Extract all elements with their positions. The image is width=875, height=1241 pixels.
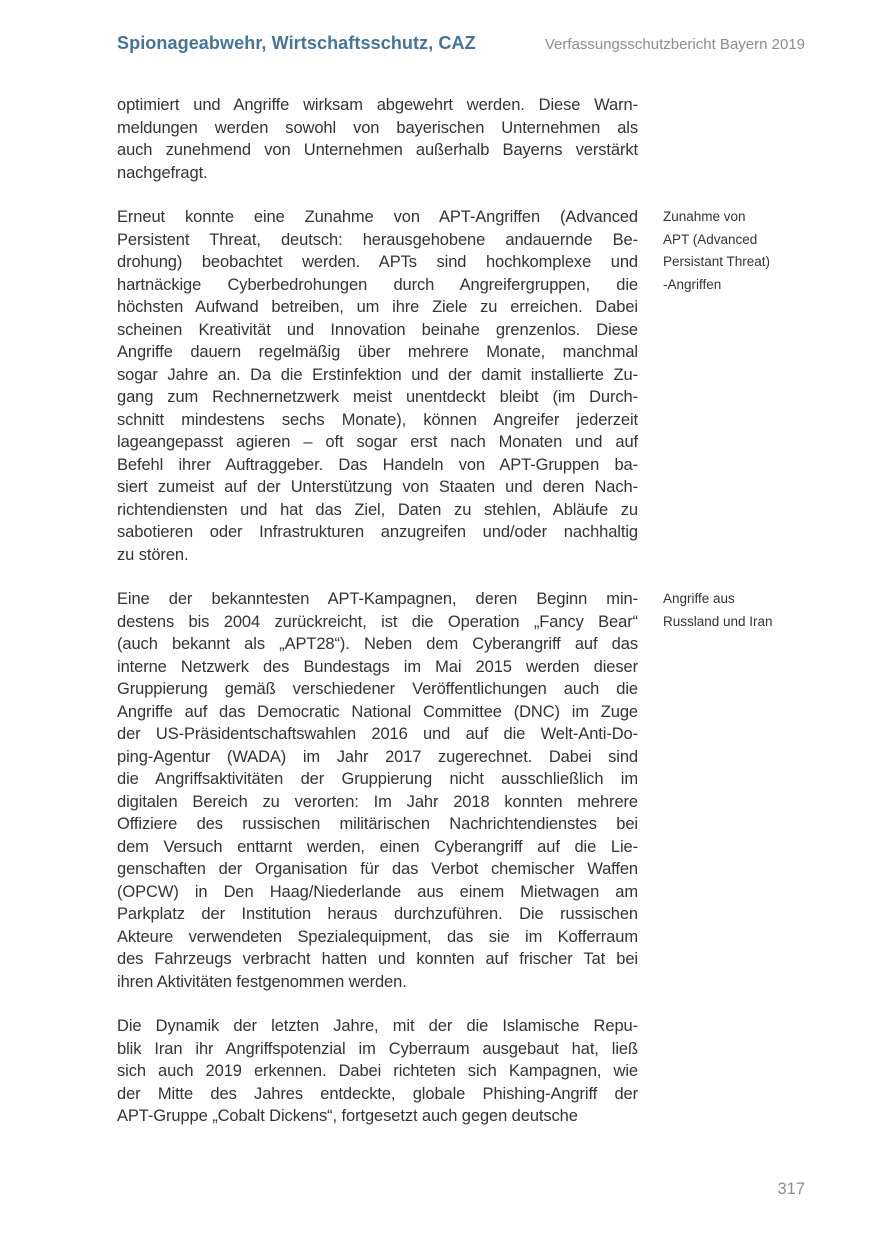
text-line: scheinen Kreativität und Innovation beinahe grenzenlos. Diese — [117, 320, 638, 339]
text-line: genschaften der Organisation für das Verbot chemischer Waffen — [117, 860, 638, 878]
margin-note-line: -Angriffen — [663, 276, 722, 292]
text-line: Befehl ihrer Auftraggeber. Das Handeln von APT-Gruppen ba- — [117, 455, 638, 474]
text-line: ping-Agentur (WADA) im Jahr 2017 zugerechnet. Dabei sind — [117, 747, 638, 766]
paragraph — [117, 588, 638, 993]
text-line: (OPCW) in Den Haag/Niederlande aus einem Mietwagen am — [117, 882, 638, 901]
text-line: auch zunehmend von Unternehmen außerhalb Bayerns verstärkt — [117, 141, 638, 159]
margin-note-line: Persistant Threat) — [663, 254, 771, 269]
text-line: Akteure verwendeten Spezialequipment, das sie im Kofferraum — [117, 927, 638, 946]
text-line: dem Versuch enttarnt werden, einen Cyberangriff auf die Lie- — [117, 837, 638, 856]
text-line: lageangepasst agieren – oft sogar erst nach Monaten und auf — [117, 433, 638, 451]
text-line: sogar Jahre an. Da die Erstinfektion und der damit installierte Zu- — [117, 365, 638, 384]
margin-note-line: Zunahme von — [663, 209, 746, 224]
text-line: drohung) beobachtet werden. APTs sind hochkomplexe und — [117, 253, 638, 271]
text-line: meldungen werden sowohl von bayerischen Unternehmen als — [117, 118, 638, 137]
text-line: des Fahrzeugs verbracht hatten und konnten auf frischer Tat bei — [117, 950, 638, 968]
body-text-column — [117, 94, 638, 1150]
text-line: nachgefragt. — [117, 163, 208, 182]
text-line: Die Dynamik der letzten Jahre, mit der die Islamische Repu- — [117, 1017, 638, 1035]
text-line: Eine der bekanntesten APT-Kampagnen, deren Beginn min- — [117, 590, 638, 608]
text-line: Angriffe auf das Democratic National Committee (DNC) im Zuge — [117, 702, 638, 721]
margin-note-line: APT (Advanced — [663, 231, 758, 247]
margin-note — [663, 588, 813, 633]
text-line: optimiert und Angriffe wirksam abgewehrt werden. Diese Warn- — [117, 96, 638, 114]
text-line: blik Iran ihr Angriffspotenzial im Cyberraum ausgebaut hat, ließ — [117, 1039, 638, 1058]
text-line: Persistent Threat, deutsch: herausgehobene andauernde Be- — [117, 230, 638, 249]
text-line: richtendiensten und hat das Ziel, Daten zu stehlen, Abläufe zu — [117, 500, 638, 519]
paragraph — [117, 94, 638, 184]
text-line: der Mitte des Jahres entdeckte, globale Phishing-Angriff der — [117, 1084, 638, 1103]
text-line: sich auch 2019 erkennen. Dabei richteten sich Kampagnen, wie — [117, 1062, 638, 1080]
text-line: Erneut konnte eine Zunahme von APT-Angriffen (Advanced — [117, 208, 638, 226]
text-line: höchsten Aufwand betreiben, um ihre Ziele zu erreichen. Dabei — [117, 298, 638, 316]
text-line: der US-Präsidentschaftswahlen 2016 und auf die Welt-Anti-Do- — [117, 725, 638, 743]
margin-note-line: Russland und Iran — [663, 613, 773, 629]
paragraph — [117, 206, 638, 566]
text-line: APT-Gruppe „Cobalt Dickens“, fortgesetzt auch gegen deutsche — [117, 1107, 578, 1125]
text-line: gang zum Rechnernetzwerk meist unentdeckt bleibt (im Durch- — [117, 388, 638, 406]
text-line: sabotieren oder Infrastrukturen anzugreifen und/oder nachhaltig — [117, 523, 638, 541]
text-line: interne Netzwerk des Bundestags im Mai 2015 werden dieser — [117, 657, 638, 676]
text-line: ihren Aktivitäten festgenommen werden. — [117, 972, 407, 991]
paragraph — [117, 1015, 638, 1128]
text-line: Gruppierung gemäß verschiedener Veröffentlichungen auch die — [117, 680, 638, 698]
text-line: siert zumeist auf der Unterstützung von Staaten und deren Nach- — [117, 478, 638, 496]
text-line: Parkplatz der Institution heraus durchzuführen. Die russischen — [117, 905, 638, 923]
text-line: hartnäckige Cyberbedrohungen durch Angreifergruppen, die — [117, 275, 638, 294]
text-line: die Angriffsaktivitäten der Gruppierung nicht ausschließlich im — [117, 770, 638, 788]
text-line: (auch bekannt als „APT28“). Neben dem Cyberangriff auf das — [117, 635, 638, 653]
text-line: Offiziere des russischen militärischen Nachrichtendienstes bei — [117, 815, 638, 833]
report-title: Verfassungsschutzbericht Bayern 2019 — [544, 36, 805, 53]
text-line: Angriffe dauern regelmäßig über mehrere Monate, manchmal — [117, 343, 638, 361]
text-line: zu stören. — [117, 545, 189, 564]
text-line: schnitt mindestens sechs Monate), können Angreifer jederzeit — [117, 410, 638, 429]
page-header — [117, 33, 805, 54]
page-number: 317 — [777, 1180, 805, 1198]
chapter-title: Spionageabwehr, Wirtschaftsschutz, CAZ — [117, 33, 476, 53]
margin-note — [663, 206, 813, 296]
text-line: destens bis 2004 zurückreicht, ist die Operation „Fancy Bear“ — [117, 612, 638, 631]
margin-note-line: Angriffe aus — [663, 591, 735, 606]
text-line: digitalen Bereich zu verorten: Im Jahr 2018 konnten mehrere — [117, 792, 638, 811]
